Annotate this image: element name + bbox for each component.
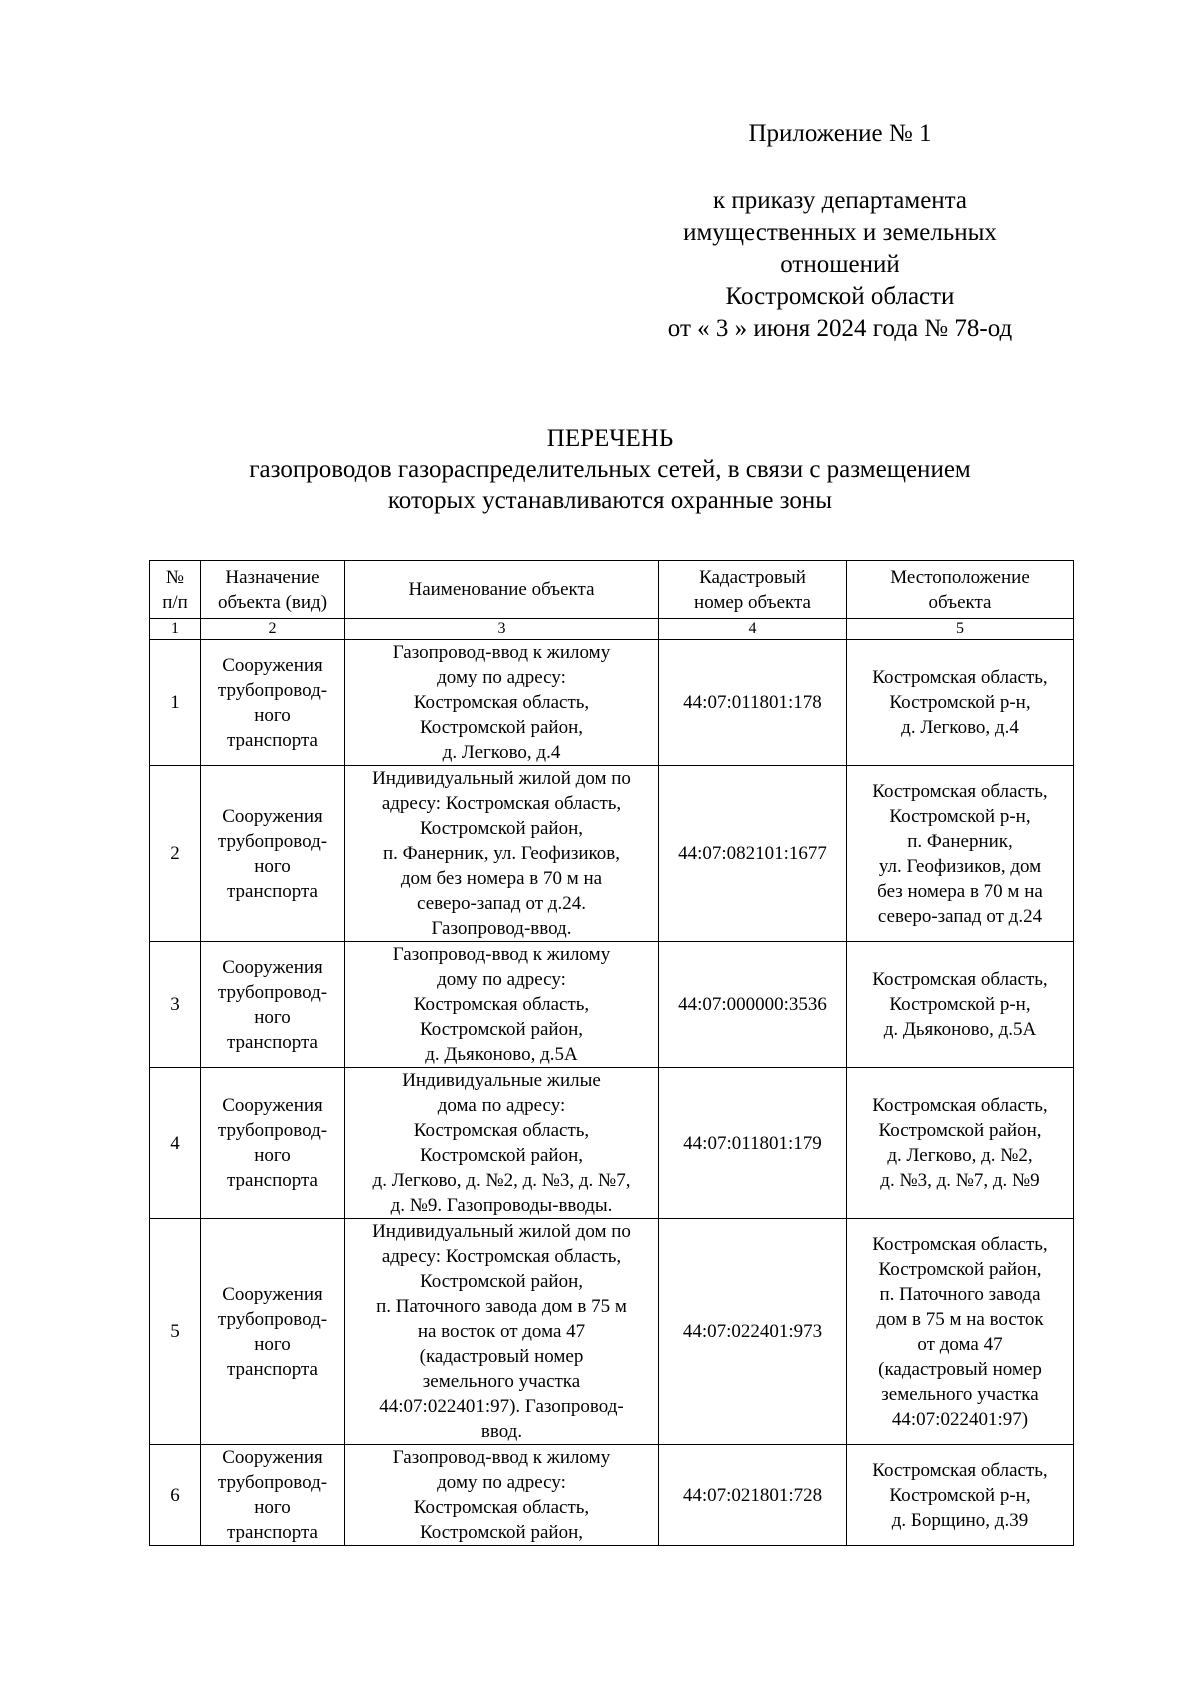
cadastral-number: 44:07:011801:179: [659, 1068, 847, 1219]
header-kind: Назначение объекта (вид): [201, 561, 345, 619]
cell-line: ного: [254, 1006, 291, 1028]
cell-line: северо-запад от д.24.: [417, 893, 586, 914]
appendix-order-reference: [610, 185, 1070, 345]
cell-line: Костромская область,: [413, 692, 590, 713]
cell-line: Сооружения: [222, 654, 323, 676]
cell-line: Газопровод-ввод к жилому: [392, 1447, 611, 1468]
cell-line: ного: [254, 855, 291, 877]
cadastral-number: 44:07:082101:1677: [659, 766, 847, 942]
cell-line: ввод.: [480, 1421, 523, 1442]
cell-line: Костромской район,: [420, 1271, 583, 1292]
cell-line: Газопровод-ввод к жилому: [392, 944, 611, 965]
cell-line: Индивидуальные жилые: [402, 1070, 601, 1091]
object-name: [345, 942, 659, 1068]
cell-line: адресу: Костромская область,: [381, 793, 622, 814]
cell-line: п. Паточного завода: [879, 1283, 1041, 1305]
cell-line: ул. Геофизиков, дом: [878, 855, 1042, 877]
cell-line: Костромская область,: [872, 969, 1048, 990]
column-number: 1: [150, 619, 201, 640]
cell-line: Сооружения: [222, 956, 323, 978]
cell-line: Костромской р-н,: [889, 805, 1031, 827]
cell-line: Костромская область,: [872, 1459, 1048, 1481]
cell-line: Сооружения: [222, 805, 323, 827]
cell-line: дом в 75 м на восток: [876, 1308, 1044, 1330]
cell-line: Индивидуальный жилой дом по: [372, 768, 631, 789]
cell-line: транспорта: [227, 729, 318, 751]
cell-line: дому по адресу:: [437, 969, 566, 990]
cell-line: (кадастровый номер: [419, 1346, 584, 1367]
cell-line: Костромской р-н,: [889, 692, 1031, 713]
document-heading: [150, 423, 1070, 516]
cell-line: Сооружения: [222, 1095, 323, 1116]
cell-line: ного: [254, 704, 291, 726]
row-number: 1: [150, 640, 201, 766]
appendix-line: отношений: [780, 251, 900, 278]
cell-line: Костромской район,: [420, 1522, 583, 1543]
cell-line: п. Фанерник, ул. Геофизиков,: [382, 843, 621, 864]
cell-line: дома по адресу:: [437, 1095, 566, 1116]
object-kind: [201, 942, 345, 1068]
object-name: [345, 1068, 659, 1219]
object-kind: [201, 766, 345, 942]
object-name: [345, 1219, 659, 1445]
table-header-row: [150, 561, 1074, 619]
column-number-row: [150, 619, 1074, 640]
object-location: [847, 942, 1074, 1068]
object-location: [847, 1445, 1074, 1546]
table-row: [150, 1068, 1074, 1219]
row-number: 2: [150, 766, 201, 942]
appendix-title: Приложение № 1: [748, 120, 932, 147]
cell-line: от дома 47: [917, 1333, 1003, 1355]
cell-line: трубопровод-: [217, 1472, 328, 1493]
appendix-block: [610, 118, 1070, 345]
header-location: Местоположение объекта: [847, 561, 1074, 619]
header-number: № п/п: [150, 561, 201, 619]
column-number: 5: [847, 619, 1074, 640]
object-name: [345, 766, 659, 942]
object-kind: [201, 1445, 345, 1546]
object-name: [345, 1445, 659, 1546]
cell-line: 44:07:022401:97): [891, 1408, 1029, 1430]
cell-line: адресу: Костромская область,: [381, 1246, 622, 1267]
cell-line: Костромской район,: [878, 1258, 1042, 1280]
object-kind: [201, 640, 345, 766]
cadastral-number: 44:07:011801:178: [659, 640, 847, 766]
column-number: 3: [345, 619, 659, 640]
cell-line: трубопровод-: [217, 1120, 328, 1141]
object-kind: [201, 1219, 345, 1445]
cell-line: трубопровод-: [217, 830, 328, 852]
cell-line: Костромской р-н,: [889, 1484, 1031, 1506]
object-location: [847, 640, 1074, 766]
cell-line: Костромской район,: [420, 717, 583, 738]
objects-table: [149, 560, 1074, 1546]
cell-line: п. Фанерник,: [907, 830, 1013, 852]
cell-line: Костромская область,: [413, 1120, 590, 1141]
cell-line: д. Легково, д.4: [901, 717, 1019, 738]
cell-line: Сооружения: [222, 1283, 323, 1305]
row-number: 6: [150, 1445, 201, 1546]
cell-line: транспорта: [227, 1358, 318, 1380]
table-row: [150, 766, 1074, 942]
cell-line: п. Паточного завода дом в 75 м: [376, 1296, 627, 1317]
appendix-line: к приказу департамента: [712, 187, 968, 214]
cell-line: ного: [254, 1497, 291, 1518]
cell-line: д. Дьяконово, д.5А: [883, 1019, 1037, 1040]
header-cadastral: Кадастровый номер объекта: [659, 561, 847, 619]
heading-subtitle-line: газопроводов газораспределительных сетей, в связи с размещением: [249, 456, 971, 483]
column-number: 2: [201, 619, 345, 640]
cell-line: Костромской район,: [420, 1019, 583, 1040]
cell-line: Костромская область,: [413, 994, 590, 1015]
object-kind: [201, 1068, 345, 1219]
row-number: 3: [150, 942, 201, 1068]
cell-line: Костромская область,: [872, 780, 1048, 802]
column-number: 4: [659, 619, 847, 640]
cell-line: Газопровод-ввод.: [431, 918, 572, 939]
cell-line: ного: [254, 1333, 291, 1355]
cadastral-number: 44:07:022401:973: [659, 1219, 847, 1445]
cell-line: Костромской район,: [420, 1145, 583, 1166]
cell-line: ного: [254, 1145, 291, 1166]
cadastral-number: 44:07:021801:728: [659, 1445, 847, 1546]
cell-line: на восток от дома 47: [417, 1321, 586, 1342]
cell-line: дому по адресу:: [437, 1472, 566, 1493]
cell-line: Костромской р-н,: [889, 994, 1031, 1015]
cell-line: д. №3, д. №7, д. №9: [880, 1170, 1040, 1191]
cell-line: д. Легково, д. №2,: [887, 1145, 1033, 1166]
cell-line: дому по адресу:: [437, 667, 566, 688]
cell-line: транспорта: [227, 1170, 318, 1191]
cell-line: без номера в 70 м на: [877, 880, 1043, 902]
cell-line: трубопровод-: [217, 679, 328, 701]
cell-line: д. Легково, д.4: [442, 742, 561, 763]
cell-line: д. Дьяконово, д.5А: [425, 1044, 578, 1065]
table-row: [150, 1219, 1074, 1445]
heading-title: ПЕРЕЧЕНЬ: [546, 425, 674, 452]
cell-line: Газопровод-ввод к жилому: [392, 642, 611, 663]
cell-line: д. Легково, д. №2, д. №3, д. №7,: [372, 1170, 631, 1191]
row-number: 5: [150, 1219, 201, 1445]
cell-line: транспорта: [227, 880, 318, 902]
cell-line: Костромской район,: [878, 1120, 1042, 1141]
object-name: [345, 640, 659, 766]
table-row: [150, 1445, 1074, 1546]
cell-line: д. №9. Газопроводы-вводы.: [390, 1195, 613, 1216]
cell-line: транспорта: [227, 1031, 318, 1053]
cell-line: Индивидуальный жилой дом по: [372, 1221, 631, 1242]
cell-line: Костромской район,: [420, 818, 583, 839]
heading-subtitle-line: которых устанавливаются охранные зоны: [387, 487, 833, 514]
header-name: Наименование объекта: [345, 561, 659, 619]
appendix-line: имущественных и земельных: [683, 219, 997, 246]
cell-line: трубопровод-: [217, 1308, 328, 1330]
appendix-line: Костромской области: [725, 283, 955, 310]
cell-line: Сооружения: [222, 1447, 323, 1468]
cell-line: северо-запад от д.24: [877, 905, 1043, 927]
cell-line: земельного участка: [422, 1371, 581, 1392]
cell-line: транспорта: [227, 1522, 318, 1543]
table-row: [150, 942, 1074, 1068]
object-location: [847, 766, 1074, 942]
cell-line: (кадастровый номер: [878, 1358, 1042, 1380]
cell-line: Костромская область,: [872, 1095, 1048, 1116]
cell-line: трубопровод-: [217, 981, 328, 1003]
row-number: 4: [150, 1068, 201, 1219]
object-location: [847, 1219, 1074, 1445]
cell-line: дом без номера в 70 м на: [400, 868, 603, 889]
cell-line: Костромская область,: [413, 1497, 590, 1518]
cell-line: земельного участка: [881, 1383, 1039, 1405]
cell-line: Костромская область,: [872, 667, 1048, 688]
table-row: [150, 640, 1074, 766]
cell-line: 44:07:022401:97). Газопровод-: [379, 1396, 624, 1417]
table-body: [150, 640, 1074, 1546]
cell-line: д. Борщино, д.39: [891, 1509, 1029, 1531]
cell-line: Костромская область,: [872, 1233, 1048, 1255]
object-location: [847, 1068, 1074, 1219]
cadastral-number: 44:07:000000:3536: [659, 942, 847, 1068]
appendix-line: от « 3 » июня 2024 года № 78-од: [667, 315, 1013, 342]
